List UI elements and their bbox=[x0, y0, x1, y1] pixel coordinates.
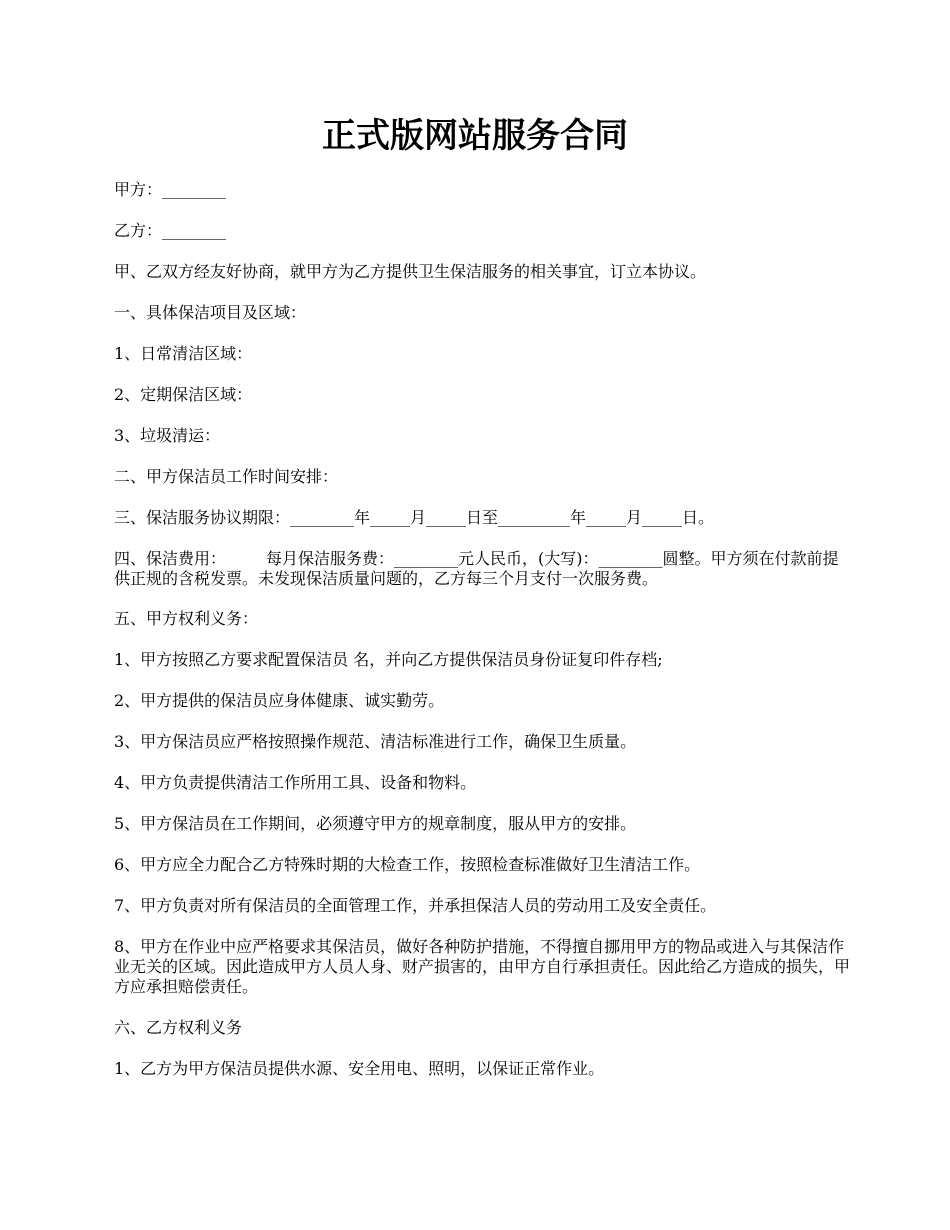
list-item: 4、甲方负责提供清洁工作所用工具、设备和物料。 bbox=[114, 773, 477, 792]
document-body bbox=[114, 180, 854, 1100]
list-item: 3、甲方保洁员应严格按照操作规范、清洁标准进行工作，确保卫生质量。 bbox=[114, 732, 637, 751]
document-title: 正式版网站服务合同 bbox=[322, 116, 628, 156]
party-a-line: 甲方：________ bbox=[114, 180, 227, 199]
list-item: 2、定期保洁区域： bbox=[114, 385, 253, 404]
list-item: 6、甲方应全力配合乙方特殊时期的大检查工作，按照检查标准做好卫生清洁工作。 bbox=[114, 855, 701, 874]
list-item: 5、甲方保洁员在工作期间，必须遵守甲方的规章制度，服从甲方的安排。 bbox=[114, 814, 637, 833]
party-b-line: 乙方：________ bbox=[114, 221, 227, 240]
section-heading-6: 六、乙方权利义务 bbox=[114, 1018, 243, 1037]
list-item: 3、垃圾清运： bbox=[114, 426, 221, 445]
list-item: 1、甲方按照乙方要求配置保洁员 名，并向乙方提供保洁员身份证复印件存档; bbox=[114, 650, 663, 669]
section-heading-1: 一、具体保洁项目及区域： bbox=[114, 303, 307, 322]
list-item: 1、日常清洁区域： bbox=[114, 344, 253, 363]
section-heading-2: 二、甲方保洁员工作时间安排： bbox=[114, 467, 339, 486]
section-heading-5: 五、甲方权利义务： bbox=[114, 609, 259, 628]
preamble-paragraph: 甲、乙双方经友好协商，就甲方为乙方提供卫生保洁服务的相关事宜，订立本协议。 bbox=[114, 262, 707, 281]
list-item: 8、甲方在作业中应严格要求其保洁员，做好各种防护措施，不得擅自挪用甲方的物品或进入与其保洁作业无关的区域。因此造成甲方人员人身、财产损害的，由甲方自行承担责任。因此给乙方造成的损失，甲方应承担赔偿责任。 bbox=[114, 937, 851, 996]
list-item: 7、甲方负责对所有保洁员的全面管理工作，并承担保洁人员的劳动用工及安全责任。 bbox=[114, 896, 717, 915]
section-heading-4: 四、保洁费用： 每月保洁服务费：________元人民币，(大写)：________圆整。甲方须在付款前提供正规的含税发票。未发现保洁质量问题的，乙方每三个月支付一次服务费。 bbox=[114, 549, 839, 588]
list-item: 2、甲方提供的保洁员应身体健康、诚实勤劳。 bbox=[114, 691, 445, 710]
section-heading-3: 三、保洁服务协议期限：________年_____月_____日至_________年_____月_____日。 bbox=[114, 508, 715, 527]
list-item: 1、乙方为甲方保洁员提供水源、安全用电、照明，以保证正常作业。 bbox=[114, 1059, 605, 1078]
